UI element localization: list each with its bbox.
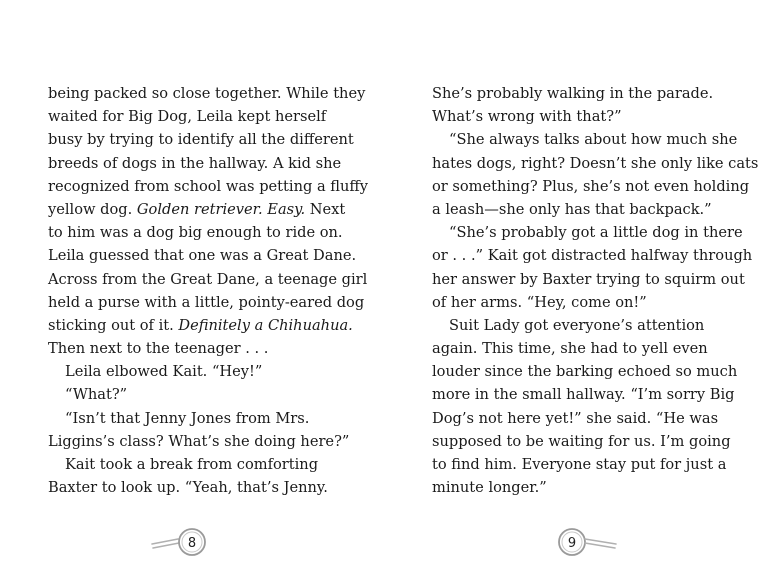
text-line <box>432 360 738 383</box>
text-segment: breeds of dogs in the hallway. A kid she <box>48 154 342 172</box>
text-segment: “She always talks about how much she <box>449 131 738 149</box>
text-line <box>432 268 745 291</box>
text-line <box>432 314 732 337</box>
text-line <box>48 152 348 175</box>
text-line <box>432 291 732 314</box>
page-number: 8 <box>187 536 197 551</box>
text-line <box>432 175 750 198</box>
page-number-badge <box>544 527 664 563</box>
text-line <box>432 407 732 430</box>
text-line <box>48 291 365 314</box>
text-segment: Next <box>305 200 346 218</box>
text-segment: or . . .” Kait got distracted halfway through <box>432 247 753 265</box>
text-line <box>432 82 732 105</box>
text-segment: a leash—she only has that backpack.” <box>432 200 712 218</box>
text-line <box>48 175 369 198</box>
text-segment: “Isn’t that Jenny Jones from Mrs. <box>65 409 310 427</box>
text-segment: more in the small hallway. “I’m sorry Big <box>432 386 735 404</box>
italic-text: Golden retriever. Easy. <box>136 200 306 218</box>
page-number-badge <box>150 527 270 563</box>
text-segment: busy by trying to identify all the different <box>48 131 354 149</box>
text-segment: She’s probably walking in the parade. <box>432 85 714 102</box>
text-line <box>48 360 348 383</box>
italic-text: Definitely a Chihuahua. <box>178 316 353 334</box>
right-page <box>384 0 768 575</box>
text-segment: minute longer.” <box>432 479 547 497</box>
text-line <box>48 268 368 291</box>
text-line <box>48 453 348 476</box>
text-segment: “What?” <box>65 386 128 404</box>
text-segment: Liggins’s class? What’s she doing here?” <box>48 432 350 450</box>
text-line <box>48 244 357 267</box>
text-segment: waited for Big Dog, Leila kept herself <box>48 108 327 126</box>
text-segment: Kait took a break from comforting <box>65 456 319 473</box>
text-segment: sticking out of it. <box>48 316 179 334</box>
text-line <box>432 453 732 476</box>
text-segment: Across from the Great Dane, a teenage girl <box>48 270 368 288</box>
text-line <box>432 383 735 406</box>
text-line <box>48 105 348 128</box>
text-segment: Baxter to look up. “Yeah, that’s Jenny. <box>48 479 328 497</box>
text-segment: again. This time, she had to yell even <box>432 340 708 358</box>
text-line <box>432 198 732 221</box>
text-line <box>48 476 348 499</box>
left-page-text <box>48 82 369 499</box>
text-segment: her answer by Baxter trying to squirm out <box>432 270 745 288</box>
text-line <box>48 383 348 406</box>
text-segment: being packed so close together. While they <box>48 85 366 102</box>
text-segment: to him was a dog big enough to ride on. <box>48 224 343 242</box>
text-line <box>48 128 354 151</box>
text-line <box>432 476 732 499</box>
text-line <box>432 128 738 151</box>
text-segment: to find him. Everyone stay put for just a <box>432 456 727 473</box>
text-segment: Suit Lady got everyone’s attention <box>449 316 705 334</box>
text-segment: Dog’s not here yet!” she said. “He was <box>432 409 719 427</box>
text-line <box>48 337 348 360</box>
text-segment: recognized from school was petting a fluffy <box>48 177 369 195</box>
text-line <box>432 337 732 360</box>
text-line <box>48 198 348 221</box>
right-page-text <box>432 82 759 499</box>
text-line <box>432 152 759 175</box>
page-number: 9 <box>567 536 577 551</box>
text-segment: What’s wrong with that?” <box>432 108 622 126</box>
text-segment: Leila elbowed Kait. “Hey!” <box>65 363 263 381</box>
text-segment: or something? Plus, she’s not even holding <box>432 177 750 195</box>
text-segment: louder since the barking echoed so much <box>432 363 738 381</box>
text-line <box>432 244 753 267</box>
text-segment: supposed to be waiting for us. I’m going <box>432 432 731 450</box>
text-segment: held a purse with a little, pointy-eared dog <box>48 293 365 311</box>
text-line <box>48 221 348 244</box>
text-line <box>48 430 348 453</box>
text-line <box>48 314 353 337</box>
text-line <box>432 221 743 244</box>
text-segment: Leila guessed that one was a Great Dane. <box>48 247 357 265</box>
text-line <box>432 430 732 453</box>
text-segment: of her arms. “Hey, come on!” <box>432 293 647 311</box>
text-segment: yellow dog. <box>48 200 137 218</box>
text-segment: “She’s probably got a little dog in there <box>449 224 743 242</box>
text-line <box>48 82 366 105</box>
text-line <box>432 105 732 128</box>
text-segment: hates dogs, right? Doesn’t she only like cats <box>432 154 759 172</box>
text-segment: Then next to the teenager . . . <box>48 340 269 358</box>
text-line <box>48 407 348 430</box>
